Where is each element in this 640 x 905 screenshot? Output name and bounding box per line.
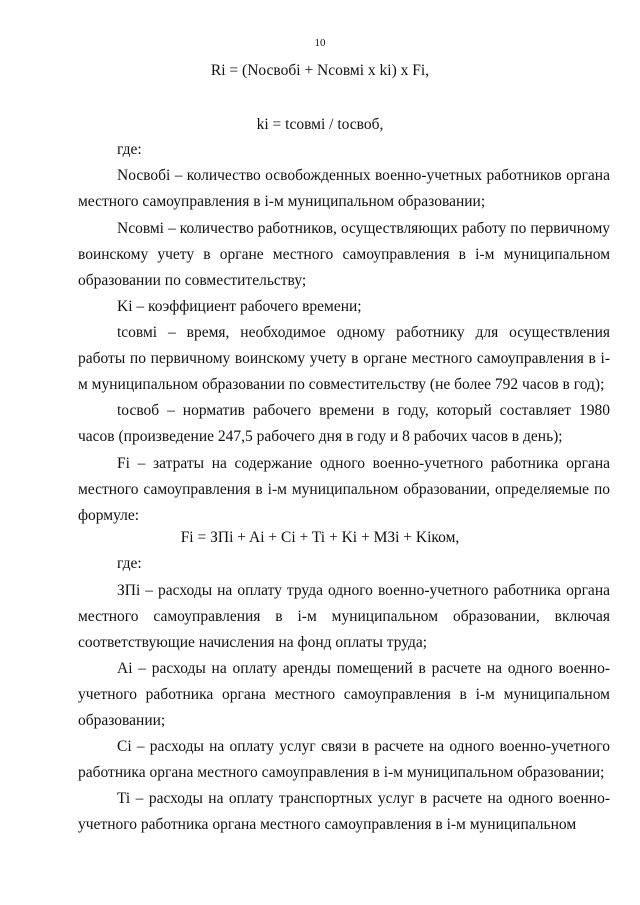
definition-zp: ЗПi – расходы на оплату труда одного военно-учетного работника органа местного самоуправления в i-м муниципальном образовании, включая соответствующие начисления на фонд оплаты труда; [78, 582, 610, 651]
where-label: где: [117, 141, 142, 158]
formula-k: ki = tсовмi / tосвоб, [256, 116, 384, 133]
definition-n-osvob: Nосвобi – количество освобожденных военно-учетных работников органа местного самоуправления в i-м муниципальном образовании; [78, 167, 610, 210]
definition-t: Ti – расходы на оплату транспортных услуг в расчете на одного военно-учетного работника органа местного самоуправления в i-м муниципальном [78, 790, 610, 833]
formula-r: Ri = (Nосвобi + Nсовмi x ki) x Fi, [210, 62, 430, 79]
definition-t-sovm: tсовмi – время, необходимое одному работнику для осуществления работы по первичному воинскому учету в органе местного самоуправления в i-м муниципальном образовании по совместительству (не более 792 часов в год); [78, 324, 610, 393]
definition-n-sovm: Nсовмi – количество работников, осуществляющих работу по первичному воинскому учету в органе местного самоуправления в i-м муниципальном образовании по совместительству; [78, 220, 610, 289]
definition-f: Fi – затраты на содержание одного военно-учетного работника органа местного самоуправления в i-м муниципальном образовании, определяемые по формуле: [78, 455, 610, 524]
definition-t-osvob: tосвоб – норматив рабочего времени в году, который составляет 1980 часов (произведение 247,5 рабочего дня в году и 8 рабочих часов в день); [78, 402, 610, 445]
page-number: 10 [314, 37, 326, 49]
where-label-2: где: [117, 555, 142, 572]
definition-a: Ai – расходы на оплату аренды помещений в расчете на одного военно-учетного работника органа местного самоуправления в i-м муниципальном образовании; [78, 660, 610, 729]
formula-f: Fi = ЗПi + Ai + Ci + Ti + Ki + МЗi + Kiком, [180, 529, 460, 546]
definition-c: Ci – расходы на оплату услуг связи в расчете на одного военно-учетного работника органа местного самоуправления в i-м муниципальном образовании; [78, 738, 610, 781]
definition-k-coefficient: Ki – коэффициент рабочего времени; [117, 298, 362, 315]
